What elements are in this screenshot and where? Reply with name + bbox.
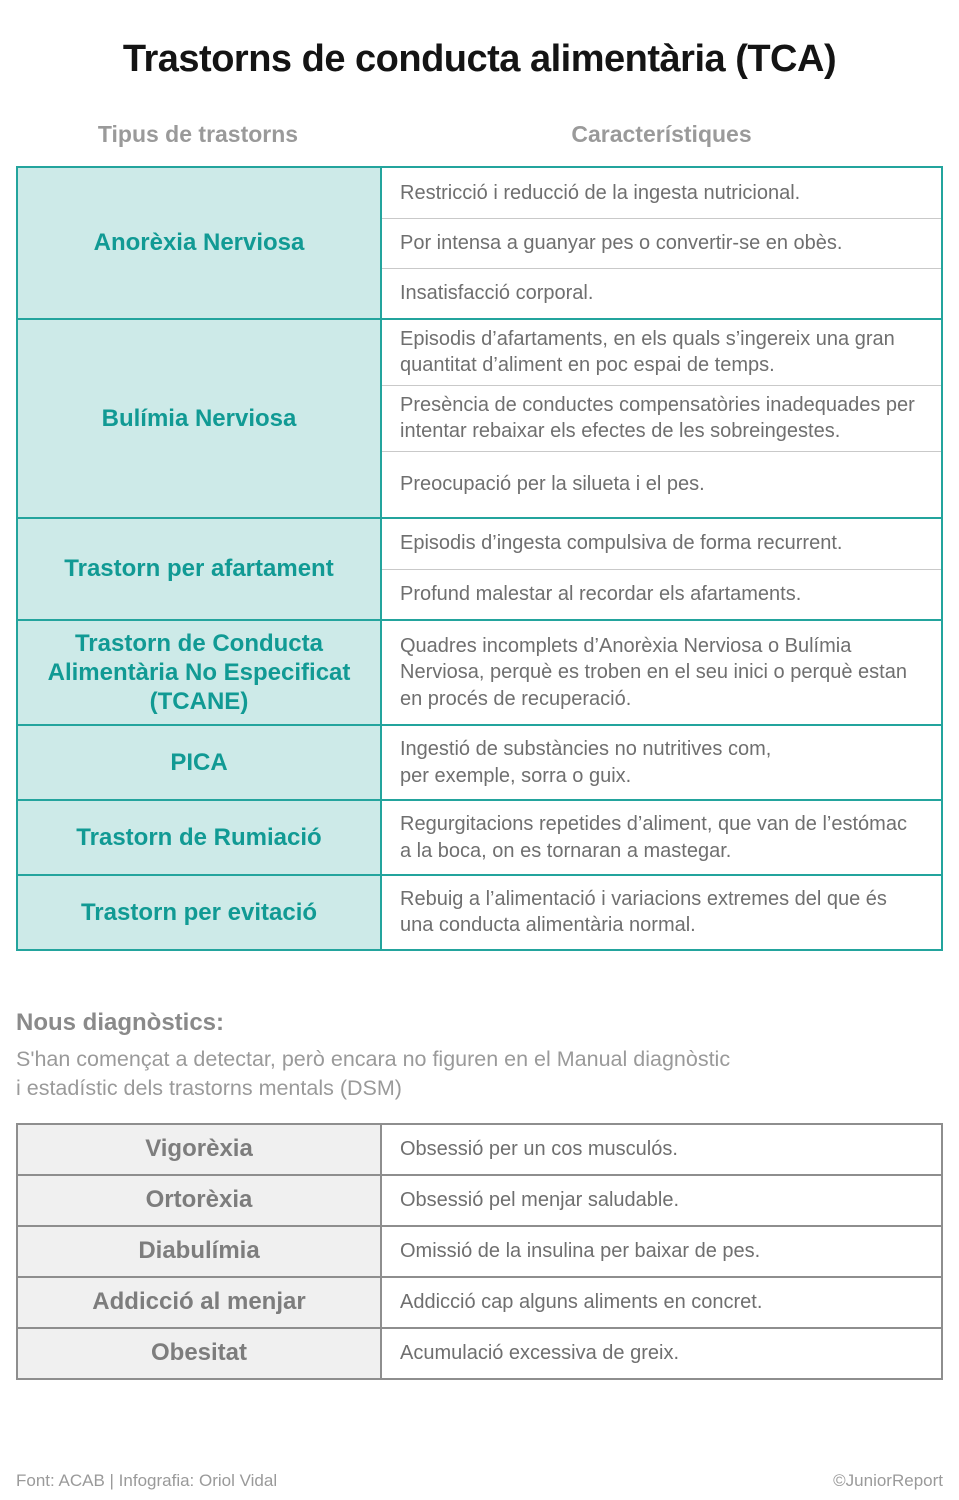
characteristic-text: Episodis d’ingesta compulsiva de forma recurrent.: [400, 532, 843, 555]
table-row: [18, 1327, 941, 1378]
characteristic-text: Episodis d’afartaments, en els quals s’ingereix una gran quantitat d’aliment en poc espai de temps.: [400, 328, 895, 377]
characteristic-text: Profund malestar al recordar els afartaments.: [382, 569, 941, 619]
page-title: Trastorns de conducta alimentària (TCA): [122, 38, 837, 80]
characteristic-text: Ingestió de substàncies no nutritives com, per exemple, sorra o guix.: [400, 738, 772, 787]
column-headers: [16, 121, 943, 148]
infographic-page: [0, 38, 959, 1500]
disorder-type-bulimia: Bulímia Nerviosa: [18, 320, 382, 517]
diagnostic-name-ortorexia: Ortorèxia: [18, 1176, 382, 1225]
diagnostic-description: Acumulació excessiva de greix.: [400, 1342, 680, 1365]
footer-source-credit: Font: ACAB | Infografia: Oriol Vidal: [16, 1471, 278, 1490]
characteristics-cells: [382, 801, 941, 874]
diagnostic-description: Omissió de la insulina per baixar de pes.: [400, 1240, 761, 1263]
table-row: [18, 517, 941, 619]
characteristics-cells: [382, 168, 941, 318]
characteristics-cells: [382, 726, 941, 799]
disorder-type-evitacio: Trastorn per evitació: [18, 876, 382, 949]
footer: [16, 1471, 943, 1491]
diagnostic-description: Obsessió pel menjar saludable.: [400, 1189, 680, 1212]
characteristic-text: Insatisfacció corporal.: [382, 268, 941, 318]
characteristic-text: Rebuig a l’alimentació i variacions extremes del que és una conducta alimentària normal.: [400, 887, 887, 937]
disorders-table: [16, 166, 943, 951]
characteristics-cells: [382, 621, 941, 725]
characteristic-text: Preocupació per la silueta i el pes.: [382, 451, 941, 517]
characteristic-text: Presència de conductes compensatòries inadequades per intentar rebaixar els efectes de les sobreingestes.: [382, 385, 941, 451]
table-row: [18, 619, 941, 725]
characteristics-cells: [382, 320, 941, 517]
characteristic-text: Quadres incomplets d’Anorèxia Nerviosa o Bulímia Nerviosa, perquè es troben en el seu inici o perquè estan en procés de recuperació.: [400, 634, 907, 710]
diagnostic-name-obesitat: Obesitat: [18, 1329, 382, 1378]
table-row: [18, 874, 941, 949]
table-row: [18, 724, 941, 799]
diagnostic-name-diabulimia: Diabulímia: [18, 1227, 382, 1276]
disorder-type-rumiacio: Trastorn de Rumiació: [18, 801, 382, 874]
diagnostic-name-vigorexia: Vigorèxia: [18, 1125, 382, 1174]
table-row: [18, 318, 941, 517]
column-header-characteristics: Característiques: [571, 121, 752, 147]
column-header-types: Tipus de trastorns: [97, 121, 299, 147]
characteristics-cells: [382, 519, 941, 619]
footer-copyright: ©JuniorReport: [833, 1471, 943, 1490]
characteristic-text: Regurgitacions repetides d’aliment, que van de l’estómac a la boca, on es tornaran a mastegar.: [400, 813, 907, 862]
table-row: [18, 1125, 941, 1174]
characteristic-text: Por intensa a guanyar pes o convertir-se en obès.: [382, 218, 941, 268]
new-diagnostics-description: S'han començat a detectar, però encara no figuren en el Manual diagnòstic i estadístic dels trastorns mentals (DSM): [16, 1046, 731, 1100]
new-diagnostics-section: [16, 1009, 943, 1103]
disorder-type-tcane: Trastorn de Conducta Alimentària No Especificat (TCANE): [18, 621, 382, 725]
diagnostic-description: Addicció cap alguns aliments en concret.: [400, 1291, 763, 1314]
characteristics-cells: [382, 876, 941, 949]
new-diagnostics-table: [16, 1123, 943, 1380]
characteristic-text: Restricció i reducció de la ingesta nutricional.: [400, 181, 801, 204]
disorder-type-pica: PICA: [18, 726, 382, 799]
table-row: [18, 1225, 941, 1276]
table-row: [18, 799, 941, 874]
disorder-type-afartament: Trastorn per afartament: [18, 519, 382, 619]
new-diagnostics-heading: Nous diagnòstics:: [16, 1008, 225, 1036]
disorder-type-anorexia: Anorèxia Nerviosa: [18, 168, 382, 318]
table-row: [18, 1174, 941, 1225]
table-row: [18, 168, 941, 318]
diagnostic-description: Obsessió per un cos musculós.: [400, 1138, 678, 1161]
diagnostic-name-addiccio-menjar: Addicció al menjar: [18, 1278, 382, 1327]
table-row: [18, 1276, 941, 1327]
